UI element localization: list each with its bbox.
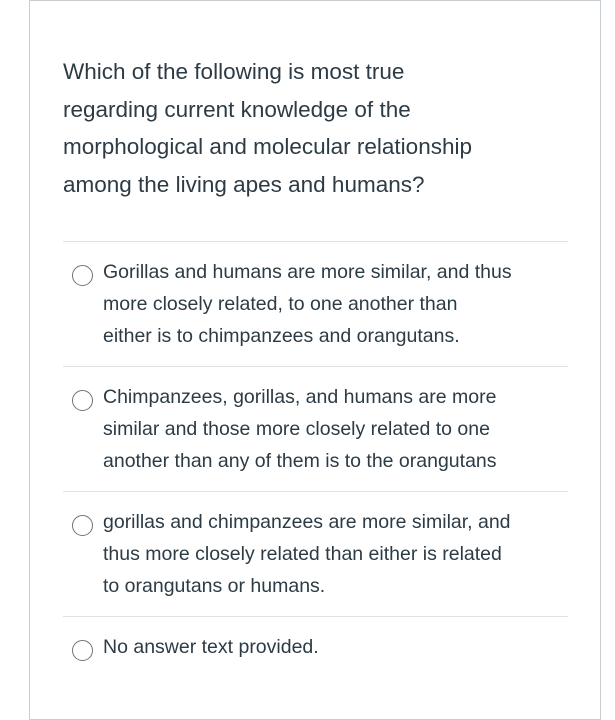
answer-option-1[interactable]: [63, 241, 568, 366]
radio-button[interactable]: [72, 390, 93, 411]
question-line: among the living apes and humans?: [63, 171, 425, 197]
question-line: regarding current knowledge of the: [63, 96, 411, 122]
question-line: Which of the following is most true: [63, 59, 405, 84]
answer-label: [103, 256, 573, 352]
answer-line: gorillas and chimpanzees are more similar, and: [103, 511, 511, 533]
answer-line: No answer text provided.: [103, 636, 319, 658]
question-line: morphological and molecular relationship: [63, 134, 472, 159]
answer-list: [63, 241, 568, 686]
answer-line: thus more closely related than either is related: [103, 543, 502, 565]
answer-option-2[interactable]: [63, 366, 568, 491]
answer-label: [103, 506, 573, 602]
answer-label: [103, 381, 573, 477]
answer-line: either is to chimpanzees and orangutans.: [103, 325, 460, 347]
answer-option-3[interactable]: [63, 491, 568, 616]
radio-button[interactable]: [72, 515, 93, 536]
answer-option-4[interactable]: [63, 616, 568, 686]
answer-line: more closely related, to one another than: [103, 293, 458, 315]
answer-line: Chimpanzees, gorillas, and humans are more: [103, 386, 497, 408]
radio-button[interactable]: [72, 265, 93, 286]
answer-line: to orangutans or humans.: [103, 575, 326, 597]
answer-line: another than any of them is to the orangutans: [103, 450, 497, 472]
answer-label: [103, 631, 573, 663]
answer-line: Gorillas and humans are more similar, and thus: [103, 261, 512, 283]
radio-button[interactable]: [72, 640, 93, 661]
question-text: [63, 53, 563, 203]
answer-line: similar and those more closely related to one: [103, 418, 490, 440]
question-card: [29, 0, 601, 720]
